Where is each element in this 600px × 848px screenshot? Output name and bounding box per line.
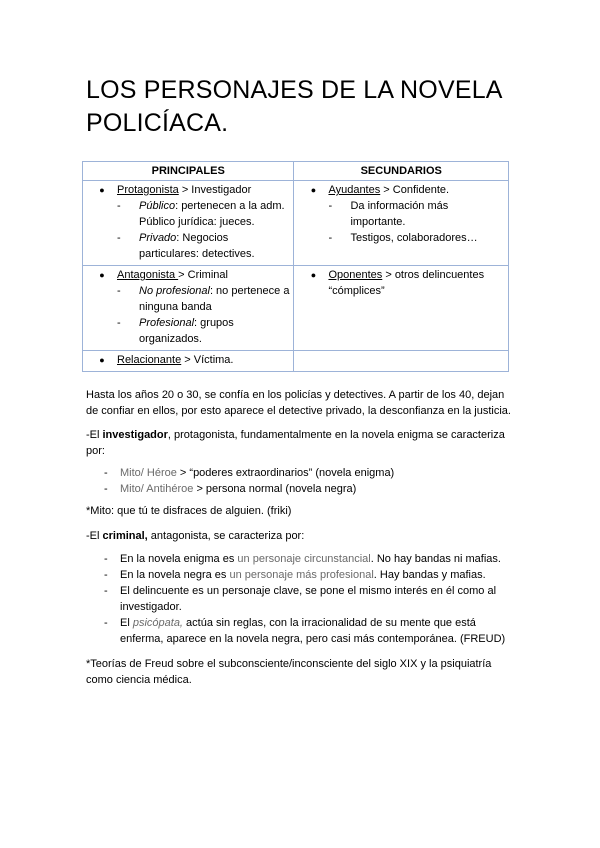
bullet-icon: ● — [310, 185, 317, 195]
paragraph-history: Hasta los años 20 o 30, se confía en los policías y detectives. A partir de los 40, dejan de confiar en ellos, por esto aparece el detective privado, la desconfianza en la justicia. — [86, 389, 511, 417]
list-item — [86, 615, 516, 647]
term-privado: Privado — [139, 232, 177, 244]
criminal-prefix: -El — [86, 530, 103, 542]
dash-icon: - — [104, 585, 108, 597]
dash-icon: - — [104, 617, 108, 629]
term-no-profesional-desc: : no pertenece a ninguna banda — [139, 285, 290, 313]
cell-ayudantes — [294, 181, 509, 266]
dash-icon: - — [104, 467, 108, 479]
term-no-profesional: No profesional — [139, 285, 210, 297]
term-antagonista-desc: > Criminal — [178, 269, 228, 281]
term-publico: Público — [139, 200, 176, 212]
header-secundarios: SECUNDARIOS — [294, 162, 509, 181]
list-item — [86, 465, 516, 481]
header-principales: PRINCIPALES — [83, 162, 294, 181]
list-item-text: actúa sin reglas, con la irracionalidad de su mente que está enferma, aparece en la novela negra, pero casi más contemporánea. (FREUD) — [120, 617, 506, 645]
investigador-prefix: -El — [86, 429, 103, 441]
dash-icon: - — [117, 285, 121, 297]
term-publico-desc: : pertenecen a la adm. Público jurídica: jueces. — [139, 200, 285, 228]
dash-icon: - — [328, 200, 333, 212]
cell-antagonista — [83, 266, 294, 351]
paragraph-criminal — [86, 528, 516, 544]
bullet-icon: ● — [310, 270, 317, 280]
investigador-term: investigador — [102, 429, 168, 441]
list-item-text: El — [120, 617, 133, 629]
term-ayudantes-desc: > Confidente. — [380, 184, 450, 196]
dash-icon: - — [117, 232, 121, 244]
table-row — [83, 181, 509, 266]
term-relacionante: Relacionante — [117, 354, 182, 366]
list-item-gray: Mito/ Héroe — [120, 467, 180, 479]
ayudantes-sub-2: Testigos, colaboradores… — [350, 232, 478, 244]
bullet-icon: ● — [99, 355, 105, 365]
table-header-row — [83, 162, 509, 181]
term-privado-desc: : Negocios particulares: detectives. — [139, 232, 255, 260]
term-profesional-desc: : grupos organizados. — [139, 317, 234, 345]
list-item — [86, 481, 516, 497]
investigador-rest: , protagonista, fundamentalmente en la novela enigma se caracteriza por: — [86, 429, 505, 457]
list-item-text: En la novela enigma es — [120, 553, 238, 565]
dash-icon: - — [328, 232, 333, 244]
cell-oponentes — [294, 266, 509, 351]
dash-icon: - — [104, 483, 108, 495]
bullet-icon: ● — [99, 185, 105, 195]
term-oponentes-desc: > otros delincuentes “cómplices” — [328, 269, 485, 297]
list-item-gray: Mito/ Antihéroe — [120, 483, 197, 495]
list-item-text: . No hay bandas ni mafias. — [370, 553, 501, 565]
term-ayudantes: Ayudantes — [328, 184, 381, 196]
term-oponentes: Oponentes — [328, 269, 383, 281]
list-item-gray: psicópata, — [132, 617, 183, 629]
term-profesional: Profesional — [139, 317, 195, 329]
page-title: LOS PERSONAJES DE LA NOVELA POLICÍACA. — [86, 76, 502, 137]
criminal-term: criminal, — [102, 530, 148, 542]
list-item — [86, 583, 516, 615]
list-item — [86, 567, 516, 583]
dash-icon: - — [117, 317, 121, 329]
cell-empty — [294, 351, 509, 372]
table-row — [83, 351, 509, 372]
list-item-gray: un personaje circunstancial — [237, 553, 371, 565]
table-row — [83, 266, 509, 351]
dash-icon: - — [104, 553, 108, 565]
criminal-list — [86, 551, 516, 647]
investigador-list — [86, 465, 516, 497]
list-item-text: . Hay bandas y mafias. — [373, 569, 486, 581]
list-item-text: En la novela negra es — [120, 569, 230, 581]
term-protagonista-desc: > Investigador — [178, 184, 252, 196]
dash-icon: - — [104, 569, 108, 581]
paragraph-investigador — [86, 427, 516, 459]
term-relacionante-desc: > Víctima. — [181, 354, 234, 366]
dash-icon: - — [117, 200, 121, 212]
list-item — [86, 551, 516, 567]
cell-relacionante — [83, 351, 294, 372]
term-protagonista: Protagonista — [117, 184, 179, 196]
characters-table — [82, 161, 509, 372]
term-antagonista: Antagonista — [117, 269, 179, 281]
list-item-gray: un personaje más profesional — [229, 569, 374, 581]
ayudantes-sub-1: Da información más importante. — [350, 200, 449, 228]
list-item-text: > persona normal (novela negra) — [196, 483, 357, 495]
paragraph-mito: *Mito: que tú te disfraces de alguien. (friki) — [86, 505, 292, 517]
list-item-text: El delincuente es un personaje clave, se pone el mismo interés en él como al investigador. — [120, 585, 497, 613]
criminal-rest: antagonista, se caracteriza por: — [147, 530, 305, 542]
list-item-text: > “poderes extraordinarios” (novela enigma) — [179, 467, 395, 479]
cell-protagonista — [83, 181, 294, 266]
bullet-icon: ● — [99, 270, 105, 280]
paragraph-freud: *Teorías de Freud sobre el subconsciente/inconsciente del siglo XIX y la psiquiatría como ciencia médica. — [86, 658, 492, 686]
